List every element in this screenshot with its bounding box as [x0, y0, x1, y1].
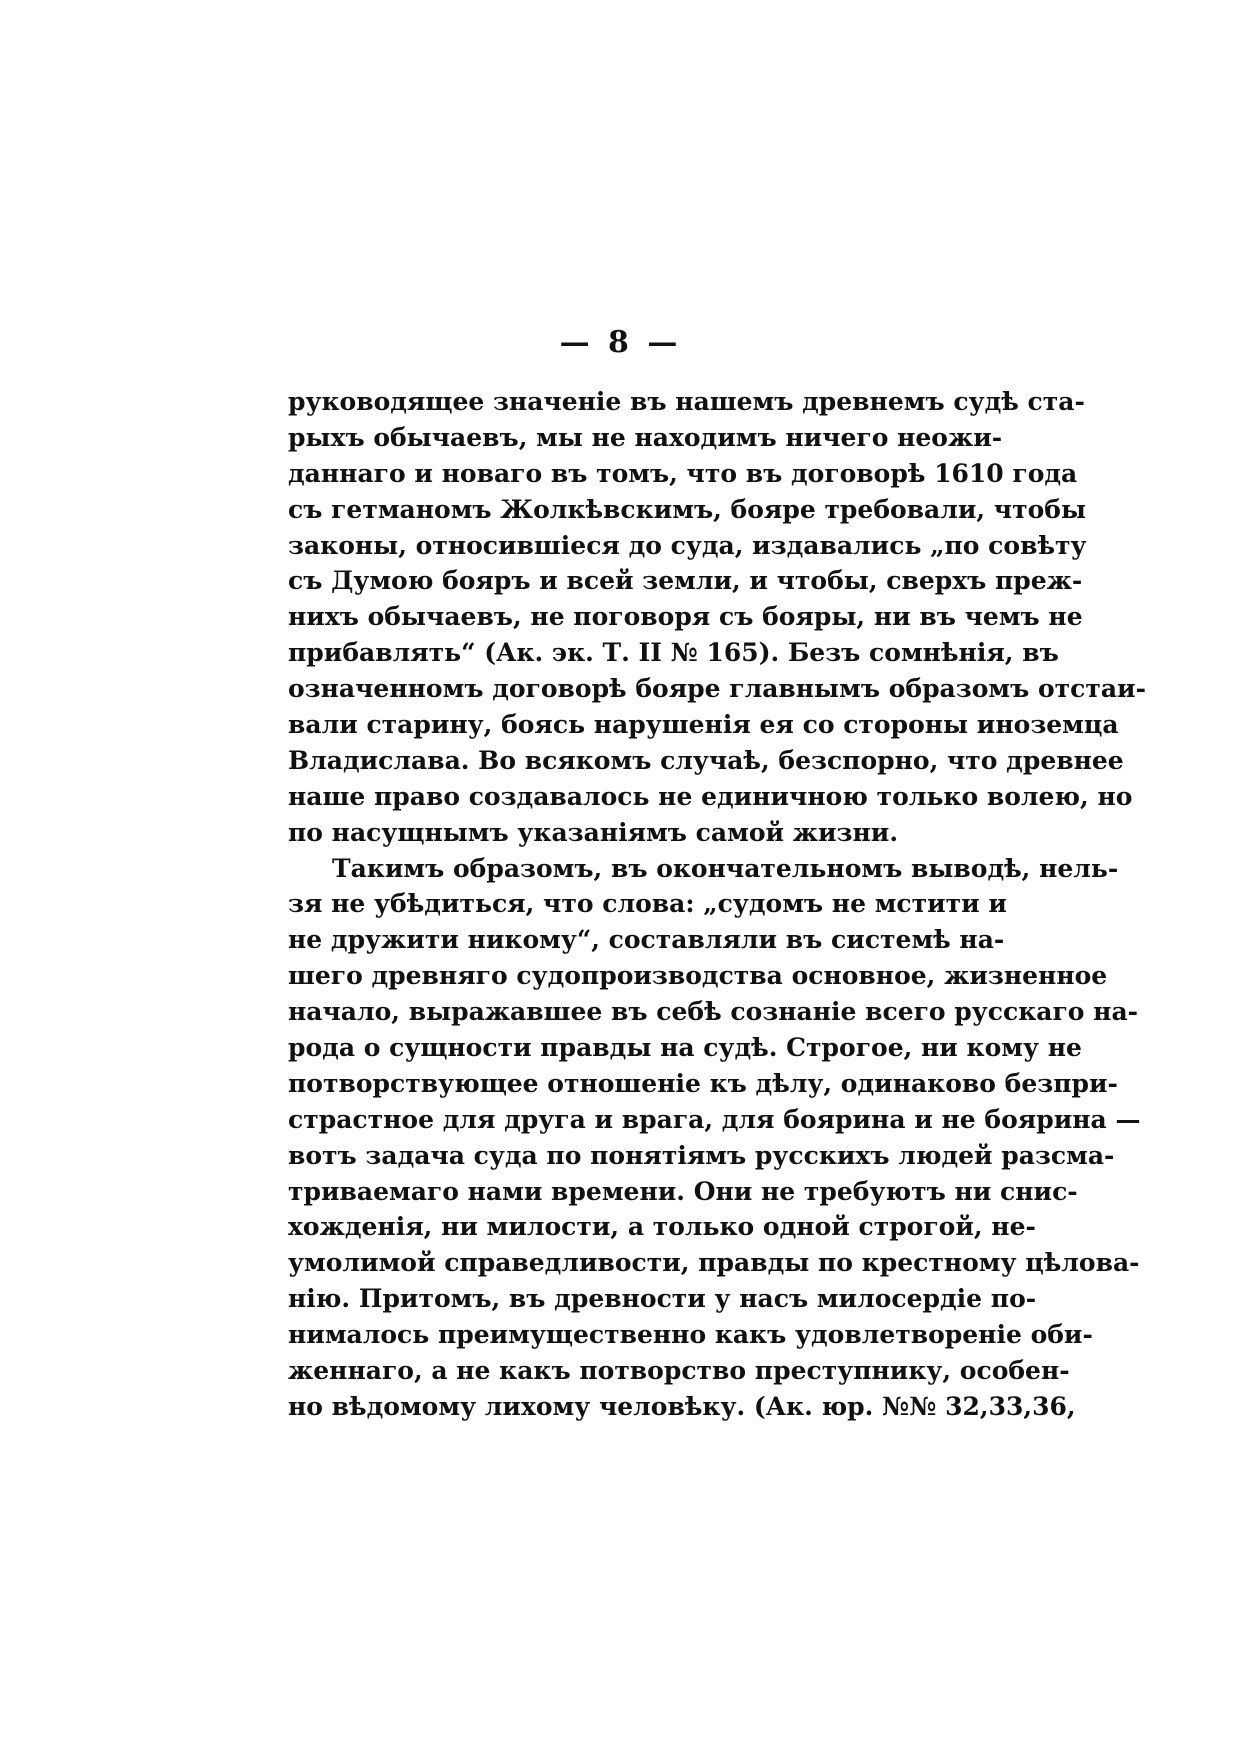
text-line: триваемаго нами времени. Они не требуютъ ни снис- — [288, 1176, 1078, 1206]
text-line: руководящее значенiе въ нашемъ древнемъ судѣ ста- — [288, 387, 1085, 416]
text-line: Владислава. Во всякомъ случаѣ, безспорно, что древнее — [288, 745, 1124, 775]
page-number: — 8 — — [559, 325, 682, 360]
text-line: хожденiя, ни милости, а только одной строгой, не- — [288, 1212, 1036, 1242]
text-line: рыхъ обычаевъ, мы не находимъ ничего неожи- — [288, 422, 1003, 452]
text-line: вотъ задача суда по понятiямъ русскихъ людей разсма- — [288, 1140, 1115, 1170]
text-line: зя не убѣдиться, что слова: „судомъ не мстити и — [288, 889, 1007, 919]
text-line: нималось преимущественно какъ удовлетворенiе оби- — [288, 1320, 1093, 1350]
text-line: съ Думою бояръ и всей земли, и чтобы, сверхъ преж- — [288, 566, 1083, 596]
text-line: съ гетманомъ Жолкѣвскимъ, бояре требовали, чтобы — [288, 494, 1087, 524]
text-line: не дружити никому“, составляли въ системѣ на- — [288, 925, 1005, 955]
text-line: нихъ обычаевъ, не поговоря съ бояры, ни въ чемъ не — [288, 602, 1083, 632]
text-line: умолимой справедливости, правды по крестному цѣлова- — [288, 1248, 1140, 1278]
text-line: по насущнымъ указанiямъ самой жизни. — [288, 817, 899, 847]
text-line: начало, выражавшее въ себѣ сознанiе всего русскаго на- — [288, 997, 1139, 1027]
paragraph-first-line: Такимъ образомъ, въ окончательномъ выводѣ, нель- — [332, 853, 1119, 883]
text-line: рода о сущности правды на судѣ. Строгое, ни кому не — [288, 1033, 1082, 1063]
text-line: наше право создавалось не единичною только волею, но — [288, 781, 1133, 811]
text-line: даннаго и новаго въ томъ, что въ договорѣ 1610 года — [288, 458, 1078, 488]
text-line: законы, относившiеся до суда, издавались „по совѣту — [288, 530, 1087, 560]
text-line: означенномъ договорѣ бояре главнымъ образомъ отстаи- — [288, 674, 1146, 704]
text-line: потворствующее отношенiе къ дѣлу, одинаково безпри- — [288, 1068, 1118, 1098]
text-line: шего древняго судопроизводства основное, жизненное — [288, 961, 1108, 991]
text-line: но вѣдомому лихому человѣку. (Ак. юр. №№ 32,33,36, — [288, 1391, 1076, 1421]
text-line: прибавлять“ (Ак. эк. Т. II № 165). Безъ сомнѣнiя, въ — [288, 638, 1059, 668]
body-text — [288, 384, 1146, 1425]
text-line: страстное для друга и врага, для боярина и не боярина — — [288, 1104, 1141, 1134]
text-line: вали старину, боясь нарушенiя ея со стороны иноземца — [288, 710, 1119, 740]
text-line: нiю. Притомъ, въ древности у насъ милосердiе по- — [288, 1284, 1037, 1314]
text-line: женнаго, а не какъ потворство преступнику, особен- — [288, 1356, 1070, 1386]
